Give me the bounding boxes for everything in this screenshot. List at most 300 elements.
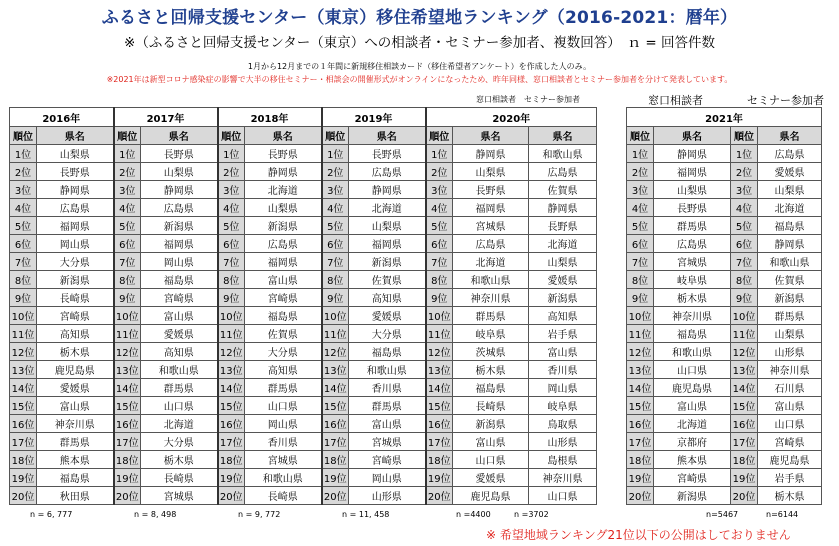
table-row [10,487,597,505]
prefecture-cell: 新潟県 [349,253,426,271]
prefecture-cell: 静岡県 [349,181,426,199]
table-row [627,181,822,199]
rank-cell: 11位 [10,325,37,343]
rank-cell: 5位 [114,217,141,235]
prefecture-cell: 長崎県 [37,289,114,307]
rank-cell: 8位 [114,271,141,289]
rank-cell: 20位 [10,487,37,505]
prefecture-cell: 山形県 [758,343,822,361]
table-row [10,361,597,379]
prefecture-cell: 長野県 [141,145,218,163]
prefecture-cell: 広島県 [245,235,322,253]
rank-cell: 13位 [426,361,453,379]
prefecture-cell: 新潟県 [141,217,218,235]
year-header: 2021年 [627,108,822,127]
prefecture-cell: 静岡県 [245,163,322,181]
prefecture-cell: 和歌山県 [654,343,731,361]
prefecture-cell: 愛媛県 [758,163,822,181]
rank-cell: 16位 [426,415,453,433]
rank-cell: 16位 [627,415,654,433]
prefecture-cell: 栃木県 [37,343,114,361]
prefecture-cell: 鳥取県 [529,415,597,433]
rank-cell: 1位 [627,145,654,163]
rank-cell: 5位 [627,217,654,235]
prefecture-cell: 北海道 [529,235,597,253]
prefecture-cell: 山梨県 [758,181,822,199]
rank-cell: 16位 [114,415,141,433]
rank-cell: 8位 [731,271,758,289]
prefecture-cell: 栃木県 [453,361,529,379]
rank-cell: 9位 [218,289,245,307]
prefecture-cell: 山梨県 [654,181,731,199]
rank-cell: 20位 [731,487,758,505]
prefecture-cell: 愛媛県 [141,325,218,343]
prefecture-cell: 福岡県 [37,217,114,235]
prefecture-cell: 茨城県 [453,343,529,361]
table-row [627,307,822,325]
rank-cell: 17位 [426,433,453,451]
prefecture-cell: 佐賀県 [245,325,322,343]
prefecture-cell: 新潟県 [245,217,322,235]
rank-cell: 14位 [218,379,245,397]
rank-cell: 8位 [322,271,349,289]
prefecture-cell: 神奈川県 [453,289,529,307]
prefecture-cell: 鹿児島県 [654,379,731,397]
rank-cell: 2位 [322,163,349,181]
rank-cell: 3位 [218,181,245,199]
prefecture-cell: 山梨県 [37,145,114,163]
prefecture-cell: 岡山県 [349,469,426,487]
table-row [10,253,597,271]
rank-cell: 19位 [322,469,349,487]
rank-cell: 11位 [627,325,654,343]
rank-cell: 4位 [731,199,758,217]
rank-cell: 5位 [322,217,349,235]
label-2021-groups: 窓口相談者 セミナー参加者 [648,94,824,107]
table-row [10,379,597,397]
prefecture-cell: 岩手県 [758,469,822,487]
response-count: n = 9, 772 [238,510,281,519]
prefecture-cell: 富山県 [529,343,597,361]
rank-cell: 6位 [426,235,453,253]
rank-cell: 13位 [731,361,758,379]
column-header-prefecture: 県名 [141,127,218,145]
prefecture-cell: 長野県 [349,145,426,163]
prefecture-cell: 宮城県 [453,217,529,235]
prefecture-cell: 佐賀県 [349,271,426,289]
prefecture-cell: 山梨県 [245,199,322,217]
prefecture-cell: 静岡県 [529,199,597,217]
page-subtitle: ※（ふるさと回帰支援センター（東京）への相談者・セミナー参加者、複数回答） ｎ = 回答件数 [124,35,715,51]
rank-cell: 9位 [426,289,453,307]
prefecture-cell: 山口県 [453,451,529,469]
table-row [10,181,597,199]
rank-cell: 8位 [627,271,654,289]
prefecture-cell: 岐阜県 [654,271,731,289]
rank-cell: 6位 [322,235,349,253]
prefecture-cell: 秋田県 [37,487,114,505]
prefecture-cell: 山梨県 [141,163,218,181]
prefecture-cell: 山梨県 [758,325,822,343]
table-row [10,343,597,361]
prefecture-cell: 福島県 [758,217,822,235]
rank-cell: 2位 [426,163,453,181]
rank-cell: 17位 [627,433,654,451]
prefecture-cell: 宮崎県 [349,451,426,469]
rank-cell: 10位 [426,307,453,325]
rank-cell: 17位 [322,433,349,451]
prefecture-cell: 北海道 [245,181,322,199]
table-row [627,469,822,487]
table-row [627,379,822,397]
table-row [627,325,822,343]
label-2020-groups: 窓口相談者 セミナー参加者 [476,95,580,104]
prefecture-cell: 富山県 [349,415,426,433]
prefecture-cell: 新潟県 [758,289,822,307]
table-row [627,235,822,253]
prefecture-cell: 長崎県 [245,487,322,505]
column-header-rank: 順位 [426,127,453,145]
rank-cell: 16位 [10,415,37,433]
table-row [10,145,597,163]
year-header: 2020年 [426,108,597,127]
rank-cell: 6位 [731,235,758,253]
table-row [10,163,597,181]
rank-cell: 10位 [731,307,758,325]
rank-cell: 11位 [731,325,758,343]
column-header-rank: 順位 [218,127,245,145]
rank-cell: 10位 [322,307,349,325]
prefecture-cell: 福島県 [349,343,426,361]
prefecture-cell: 和歌山県 [141,361,218,379]
prefecture-cell: 和歌山県 [245,469,322,487]
prefecture-cell: 山梨県 [349,217,426,235]
prefecture-cell: 山口県 [654,361,731,379]
column-header-prefecture: 県名 [37,127,114,145]
table-row [10,235,597,253]
rank-cell: 11位 [114,325,141,343]
rank-cell: 7位 [426,253,453,271]
prefecture-cell: 佐賀県 [758,271,822,289]
rank-cell: 8位 [426,271,453,289]
rank-cell: 19位 [218,469,245,487]
prefecture-cell: 熊本県 [654,451,731,469]
rank-cell: 4位 [218,199,245,217]
rank-cell: 12位 [114,343,141,361]
table-row [10,469,597,487]
rank-cell: 5位 [426,217,453,235]
table-row [10,451,597,469]
rank-cell: 19位 [114,469,141,487]
response-count: n=5467 [706,510,739,519]
rank-cell: 8位 [10,271,37,289]
rank-cell: 20位 [218,487,245,505]
table-row [10,199,597,217]
prefecture-cell: 富山県 [245,271,322,289]
prefecture-cell: 富山県 [37,397,114,415]
rank-cell: 19位 [731,469,758,487]
rank-cell: 15位 [10,397,37,415]
prefecture-cell: 長野県 [37,163,114,181]
prefecture-cell: 香川県 [245,433,322,451]
column-header-prefecture: 県名 [654,127,731,145]
rank-cell: 1位 [218,145,245,163]
rank-cell: 12位 [218,343,245,361]
rank-cell: 11位 [322,325,349,343]
rank-cell: 6位 [10,235,37,253]
rank-cell: 9位 [10,289,37,307]
bottom-note: ※ 希望地域ランキング21位以下の公開はしておりません [486,528,791,542]
prefecture-cell: 静岡県 [654,145,731,163]
prefecture-cell: 高知県 [349,289,426,307]
prefecture-cell: 群馬県 [141,379,218,397]
prefecture-cell: 群馬県 [654,217,731,235]
prefecture-cell: 鹿児島県 [758,451,822,469]
rank-cell: 12位 [10,343,37,361]
rank-cell: 18位 [114,451,141,469]
prefecture-cell: 富山県 [453,433,529,451]
prefecture-cell: 高知県 [245,361,322,379]
prefecture-cell: 群馬県 [758,307,822,325]
table-row [627,361,822,379]
prefecture-cell: 愛媛県 [529,271,597,289]
rank-cell: 5位 [731,217,758,235]
prefecture-cell: 高知県 [529,307,597,325]
table-row [10,433,597,451]
prefecture-cell: 島根県 [529,451,597,469]
prefecture-cell: 佐賀県 [529,181,597,199]
table-row [10,289,597,307]
column-header-rank: 順位 [114,127,141,145]
prefecture-cell: 新潟県 [529,289,597,307]
rank-cell: 10位 [114,307,141,325]
rank-cell: 19位 [627,469,654,487]
prefecture-cell: 静岡県 [758,235,822,253]
prefecture-cell: 和歌山県 [758,253,822,271]
prefecture-cell: 広島県 [37,199,114,217]
rank-cell: 4位 [322,199,349,217]
rank-cell: 9位 [322,289,349,307]
rank-cell: 18位 [10,451,37,469]
rank-cell: 1位 [114,145,141,163]
table-row [627,487,822,505]
rank-cell: 4位 [627,199,654,217]
rank-cell: 4位 [426,199,453,217]
prefecture-cell: 長野県 [529,217,597,235]
rank-cell: 14位 [114,379,141,397]
prefecture-cell: 山梨県 [529,253,597,271]
rank-cell: 9位 [114,289,141,307]
rank-cell: 3位 [10,181,37,199]
prefecture-cell: 京都府 [654,433,731,451]
table-row [627,397,822,415]
rank-cell: 1位 [322,145,349,163]
table-row [627,145,822,163]
survey-note: 1月から12月までの１年間に新規移住相談カード（移住希望者アンケート）を作成した人のみ。 [247,62,592,71]
rank-cell: 19位 [426,469,453,487]
prefecture-cell: 福岡県 [141,235,218,253]
prefecture-cell: 和歌山県 [453,271,529,289]
prefecture-cell: 大分県 [349,325,426,343]
prefecture-cell: 広島県 [758,145,822,163]
rank-cell: 7位 [627,253,654,271]
table-row [627,253,822,271]
rank-cell: 4位 [10,199,37,217]
rank-cell: 2位 [10,163,37,181]
rank-cell: 3位 [627,181,654,199]
table-row [627,163,822,181]
rank-cell: 7位 [731,253,758,271]
rank-cell: 14位 [627,379,654,397]
prefecture-cell: 和歌山県 [349,361,426,379]
table-row [10,325,597,343]
response-count: n = 6, 777 [30,510,73,519]
rank-cell: 15位 [218,397,245,415]
prefecture-cell: 長野県 [654,199,731,217]
rank-cell: 14位 [322,379,349,397]
rank-cell: 12位 [322,343,349,361]
prefecture-cell: 福岡県 [453,199,529,217]
rank-cell: 16位 [322,415,349,433]
rank-cell: 6位 [218,235,245,253]
prefecture-cell: 長崎県 [453,397,529,415]
prefecture-cell: 広島県 [529,163,597,181]
rank-cell: 17位 [10,433,37,451]
rank-cell: 20位 [114,487,141,505]
rank-cell: 15位 [731,397,758,415]
table-row [10,271,597,289]
prefecture-cell: 山口県 [529,487,597,505]
table-row [627,343,822,361]
prefecture-cell: 福岡県 [349,235,426,253]
prefecture-cell: 岡山県 [245,415,322,433]
prefecture-cell: 山口県 [245,397,322,415]
prefecture-cell: 山形県 [349,487,426,505]
rank-cell: 14位 [10,379,37,397]
prefecture-cell: 栃木県 [654,289,731,307]
column-header-rank: 順位 [322,127,349,145]
rank-cell: 13位 [10,361,37,379]
rank-cell: 13位 [218,361,245,379]
prefecture-cell: 栃木県 [758,487,822,505]
prefecture-cell: 愛媛県 [453,469,529,487]
rank-cell: 7位 [322,253,349,271]
table-row [10,217,597,235]
rank-cell: 18位 [218,451,245,469]
rank-cell: 18位 [322,451,349,469]
prefecture-cell: 和歌山県 [529,145,597,163]
rank-cell: 1位 [426,145,453,163]
year-header: 2019年 [322,108,426,127]
response-count: n =3702 [514,510,549,519]
rank-cell: 2位 [627,163,654,181]
prefecture-cell: 富山県 [758,397,822,415]
table-row [627,271,822,289]
prefecture-cell: 北海道 [758,199,822,217]
prefecture-cell: 福岡県 [245,253,322,271]
rank-cell: 10位 [627,307,654,325]
prefecture-cell: 福島県 [37,469,114,487]
prefecture-cell: 新潟県 [654,487,731,505]
prefecture-cell: 福島県 [654,325,731,343]
prefecture-cell: 岡山県 [141,253,218,271]
prefecture-cell: 熊本県 [37,451,114,469]
rank-cell: 17位 [114,433,141,451]
rank-cell: 4位 [114,199,141,217]
prefecture-cell: 静岡県 [37,181,114,199]
prefecture-cell: 広島県 [453,235,529,253]
response-count: n = 8, 498 [134,510,177,519]
prefecture-cell: 岐阜県 [453,325,529,343]
prefecture-cell: 宮崎県 [37,307,114,325]
prefecture-cell: 新潟県 [453,415,529,433]
prefecture-cell: 富山県 [141,307,218,325]
prefecture-cell: 静岡県 [141,181,218,199]
rank-cell: 17位 [218,433,245,451]
prefecture-cell: 宮崎県 [758,433,822,451]
prefecture-cell: 広島県 [654,235,731,253]
prefecture-cell: 大分県 [141,433,218,451]
rank-cell: 2位 [218,163,245,181]
page-title: ふるさと回帰支援センター（東京）移住希望地ランキング（2016-2021：暦年） [101,8,738,28]
prefecture-cell: 石川県 [758,379,822,397]
rank-cell: 15位 [114,397,141,415]
prefecture-cell: 北海道 [453,253,529,271]
rank-cell: 14位 [426,379,453,397]
rank-cell: 7位 [114,253,141,271]
prefecture-cell: 群馬県 [453,307,529,325]
prefecture-cell: 福岡県 [654,163,731,181]
prefecture-cell: 北海道 [654,415,731,433]
prefecture-cell: 岩手県 [529,325,597,343]
prefecture-cell: 岐阜県 [529,397,597,415]
rank-cell: 15位 [627,397,654,415]
column-header-rank: 順位 [10,127,37,145]
prefecture-cell: 鹿児島県 [37,361,114,379]
column-header-prefecture: 県名 [529,127,597,145]
rank-cell: 18位 [731,451,758,469]
rank-cell: 11位 [218,325,245,343]
prefecture-cell: 神奈川県 [529,469,597,487]
rank-cell: 16位 [218,415,245,433]
column-header-prefecture: 県名 [453,127,529,145]
rank-cell: 10位 [218,307,245,325]
rank-cell: 3位 [731,181,758,199]
rank-cell: 8位 [218,271,245,289]
table-row [627,415,822,433]
rank-cell: 18位 [426,451,453,469]
prefecture-cell: 山梨県 [453,163,529,181]
prefecture-cell: 鹿児島県 [453,487,529,505]
prefecture-cell: 神奈川県 [654,307,731,325]
rank-cell: 1位 [731,145,758,163]
table-row [627,199,822,217]
prefecture-cell: 長野県 [453,181,529,199]
response-count: n=6144 [766,510,799,519]
rank-cell: 7位 [10,253,37,271]
prefecture-cell: 香川県 [349,379,426,397]
prefecture-cell: 宮崎県 [245,289,322,307]
rank-cell: 2位 [731,163,758,181]
prefecture-cell: 宮城県 [654,253,731,271]
rank-cell: 3位 [322,181,349,199]
table-row [10,307,597,325]
prefecture-cell: 愛媛県 [349,307,426,325]
prefecture-cell: 宮崎県 [141,289,218,307]
rank-cell: 17位 [731,433,758,451]
rank-cell: 13位 [114,361,141,379]
year-header: 2017年 [114,108,218,127]
